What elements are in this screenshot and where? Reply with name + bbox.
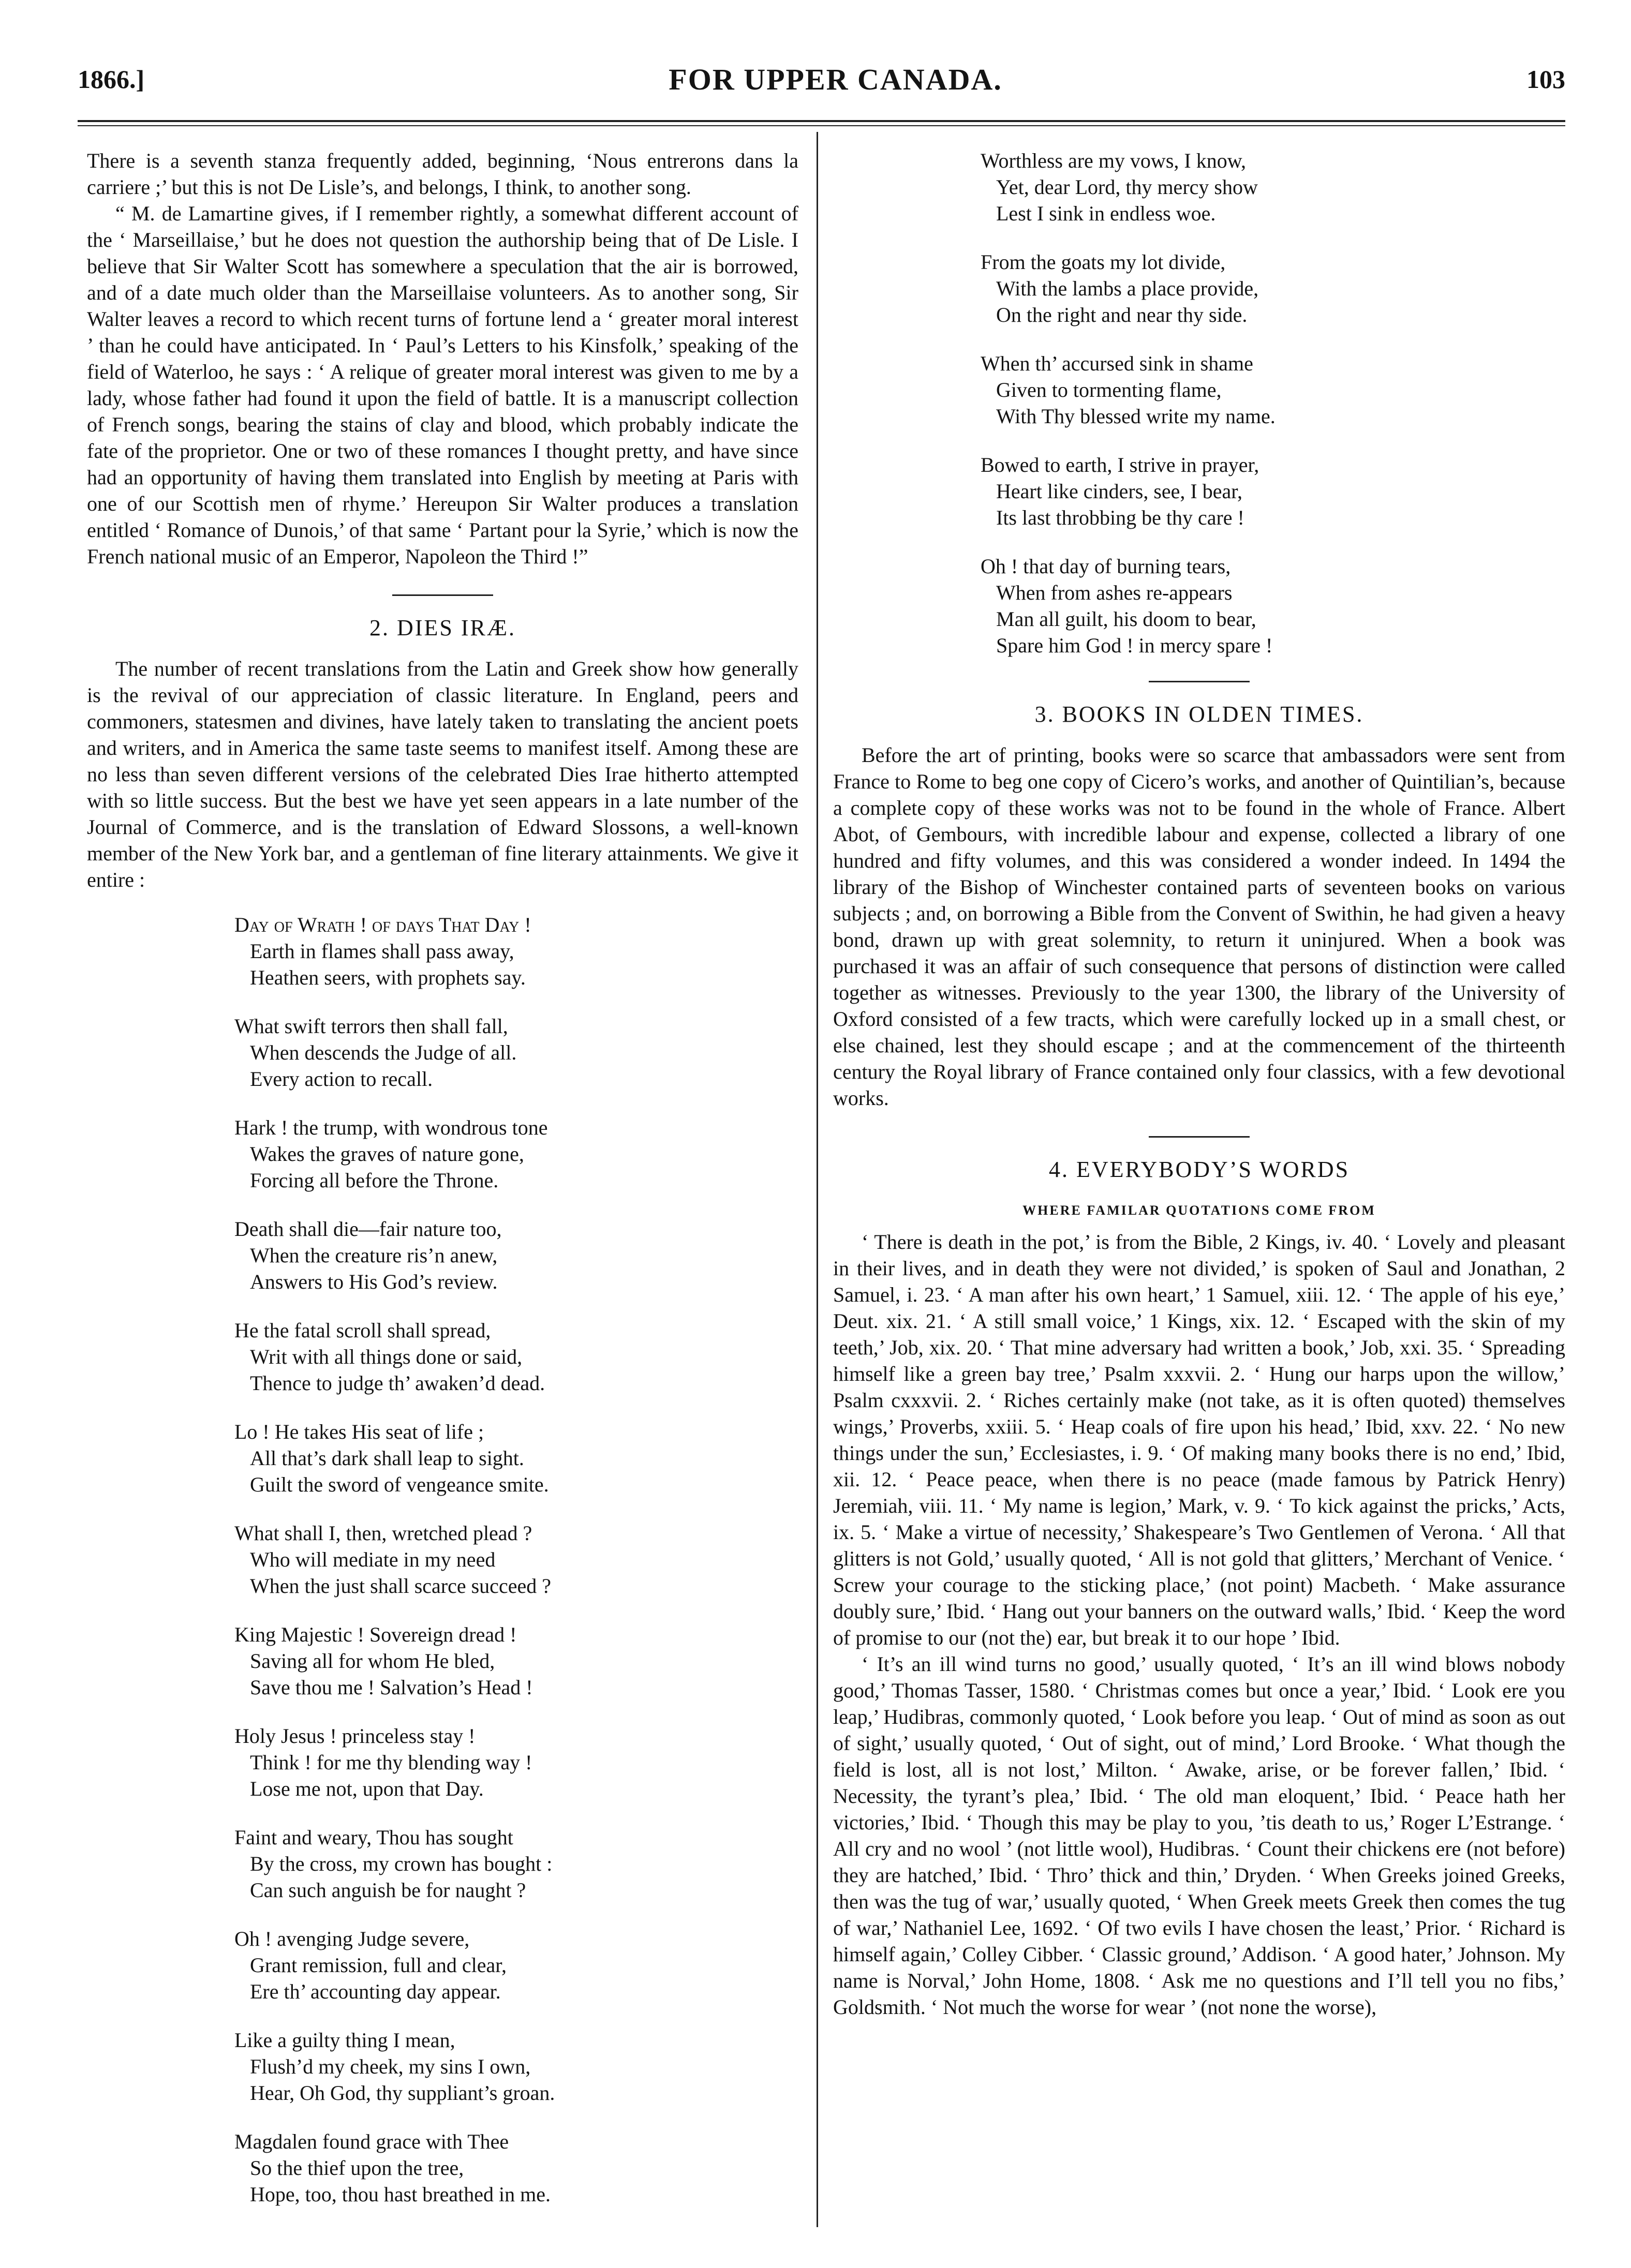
running-title: FOR UPPER CANADA. — [669, 62, 1002, 96]
header-rule-thin — [78, 125, 1565, 126]
poem-line: Guilt the sword of vengeance smite. — [250, 1473, 549, 1496]
dies-irae-poem-continued — [981, 147, 1565, 659]
poem-line: Lo ! He takes His seat of life ; — [234, 1420, 484, 1443]
poem-line: Magdalen found grace with Thee — [234, 2130, 509, 2153]
poem-line: When descends the Judge of all. — [250, 1041, 517, 1064]
poem-line: Flush’d my cheek, my sins I own, — [250, 2055, 531, 2078]
poem-line: What shall I, then, wretched plead ? — [234, 1521, 532, 1545]
poem-line: Given to tormenting flame, — [996, 378, 1222, 401]
header-year: 1866.] — [78, 65, 145, 94]
marseillaise-paragraph: There is a seventh stanza frequently added, beginning, ‘Nous entrerons dans la carriere ;’ but this is not De Lisle’s, and belongs, I think, to another song. — [87, 149, 798, 199]
poem-line: Worthless are my vows, I know, — [981, 149, 1246, 172]
poem-line: Ere th’ accounting day appear. — [250, 1980, 501, 2003]
books-heading: 3. BOOKS IN OLDEN TIMES. — [1034, 702, 1364, 727]
section-divider — [392, 594, 493, 596]
poem-line: Think ! for me thy blending way ! — [250, 1751, 532, 1774]
poem-line: Lose me not, upon that Day. — [250, 1777, 484, 1800]
poem-line: By the cross, my crown has bought : — [250, 1852, 553, 1875]
poem-line: Wakes the graves of nature gone, — [250, 1142, 524, 1166]
poem-line: Spare him God ! in mercy spare ! — [996, 634, 1273, 657]
poem-stanza — [234, 1621, 798, 1700]
poem-line: Faint and weary, Thou has sought — [234, 1826, 513, 1849]
poem-stanza — [234, 2128, 798, 2207]
poem-stanza — [981, 452, 1565, 531]
poem-stanza — [234, 1013, 798, 1092]
poem-stanza — [234, 1419, 798, 1498]
poem-line: When the just shall scarce succeed ? — [250, 1574, 551, 1598]
marseillaise-paragraph: “ M. de Lamartine gives, if I remember rightly, a somewhat different account of the ‘ Marseillaise,’ but he does not question the authorship being that of De Lisle. I believe that Sir Walter Scott has somewhere a speculation that the air is borrowed, and of a date much older than the Marseillaise volunteers. As to another song, Sir Walter leaves a record to which recent turns of fortune lend a ‘ greater moral interest ’ than he could have anticipated. In ‘ Paul’s Letters to his Kinsfolk,’ speaking of the field of Waterloo, he says : ‘ A relique of greater moral interest was given to me by a lady, whose father had found it upon the field of battle. It is a manuscript collection of French songs, bearing the stains of clay and blood, which probably indicate the fate of the proprietor. One or two of these romances I thought pretty, and have since had an opportunity of having them translated into English by meeting at Paris with one of our Scottish men of rhyme.’ Hereupon Sir Walter produces a translation entitled ‘ Romance of Dunois,’ of that same ‘ Partant pour la Syrie,’ which is now the French national music of an Emperor, Napoleon the Third !” — [87, 202, 798, 568]
poem-line: Writ with all things done or said, — [250, 1345, 523, 1368]
poem-stanza — [234, 1824, 798, 1903]
poem-line: From the goats my lot divide, — [981, 250, 1226, 274]
poem-line: All that’s dark shall leap to sight. — [250, 1446, 524, 1470]
poem-line: Forcing all before the Throne. — [250, 1169, 499, 1192]
books-paragraph: Before the art of printing, books were so scarce that ambassadors were sent from France to Rome to beg one copy of Cicero’s works, and another of Quintilian’s, because a complete copy of these works was not to be found in the whole of France. Albert Abot, of Gembours, with incredible labour and expense, collected a library of one hundred and fifty volumes, and this was considered a wonder indeed. In 1494 the library of the Bishop of Winchester contained parts of seventeen books on various subjects ; and, on borrowing a Bible from the Convent of Swithin, he had given a heavy bond, drawn up with great solemnity, to return it uninjured. When a book was purchased it was an affair of such consequence that persons of distinction were called together as witnesses. Previously to the year 1300, the library of the University of Oxford consisted of a few tracts, which were carefully locked up in a small chest, or else chained, lest they should escape ; and at the commencement of the thirteenth century the Royal library of France contained only four classics, with a few devotional works. — [833, 743, 1565, 1110]
words-paragraph: ‘ It’s an ill wind turns no good,’ usually quoted, ‘ It’s an ill wind blows nobody good,’ Thomas Tasser, 1580. ‘ Christmas comes but once a year,’ Ibid. ‘ Look ere you leap,’ Hudibras, commonly quoted, ‘ Look before you leap. ‘ Out of mind as soon as out of sight,’ usually quoted, ‘ Out of sight, out of mind,’ Lord Brooke. ‘ What though the field is lost, all is not lost,’ Milton. ‘ Awake, arise, or be forever fallen,’ Ibid. ‘ Necessity, the tyrant’s plea,’ Ibid. ‘ The old man eloquent,’ Ibid. ‘ Peace hath her victories,’ Ibid. ‘ Though this may be play to you, ’tis death to us,’ Roger L’Estrange. ‘ All cry and no wool ’ (not little wool), Hudibras. ‘ Count their chickens ere (not before) they are hatched,’ Ibid. ‘ Thro’ thick and thin,’ Dryden. ‘ When Greeks joined Greeks, then was the tug of war,’ usually quoted, ‘ When Greek meets Greek then comes the tug of war,’ Nathaniel Lee, 1692. ‘ Of two evils I have chosen the least,’ Prior. ‘ Richard is himself again,’ Colley Cibber. ‘ Classic ground,’ Addison. ‘ A good hater,’ Johnson. My name is Norval,’ John Home, 1808. ‘ Ask me no questions and I’ll tell you no fibs,’ Goldsmith. ‘ Not much the worse for wear ’ (not none the worse), — [833, 1652, 1565, 2019]
poem-stanza — [234, 2027, 798, 2106]
words-paragraph: ‘ There is death in the pot,’ is from the Bible, 2 Kings, iv. 40. ‘ Lovely and pleasant in their lives, and in death they were not divided,’ is spoken of Saul and Jonathan, 2 Samuel, i. 23. ‘ A man after his own heart,’ 1 Samuel, xiii. 12. ‘ The apple of his eye,’ Deut. xix. 21. ‘ A still small voice,’ 1 Kings, xix. 12. ‘ Escaped with the skin of my teeth,’ Job, xix. 20. ‘ That mine adversary had written a book,’ Job, xxi. 35. ‘ Spreading himself like a green bay tree,’ Psalm xxxvii. 2. ‘ Hung our harps upon the willow,’ Psalm cxxxvii. 2. ‘ Riches certainly make (not take, as it is often quoted) themselves wings,’ Proverbs, xxiii. 5. ‘ Heap coals of fire upon his head,’ Ibid, xxv. 22. ‘ No new things under the sun,’ Ecclesiastes, i. 9. ‘ Of making many books there is no end,’ Ibid, xii. 12. ‘ Peace peace, when there is no peace (made famous by Patrick Henry) Jeremiah, viii. 11. ‘ My name is legion,’ Mark, v. 9. ‘ To kick against the pricks,’ Acts, ix. 5. ‘ Make a virtue of necessity,’ Shakespeare’s Two Gentlemen of Verona. ‘ All that glitters is not Gold,’ usually quoted, ‘ All is not gold that glitters,’ Merchant of Venice. ‘ Screw your courage to the sticking place,’ (not point) Macbeth. ‘ Make assurance doubly sure,’ Ibid. ‘ Hang out your banners on the outward walls,’ Ibid. ‘ Keep the word of promise to our (not the) ear, but break it to our hope ’ Ibid. — [833, 1230, 1565, 1649]
poem-line: When the creature ris’n anew, — [250, 1244, 498, 1267]
poem-stanza — [234, 1114, 798, 1193]
dies-irae-heading: 2. DIES IRÆ. — [369, 615, 516, 640]
poem-line: Every action to recall. — [250, 1067, 433, 1091]
column-divider — [817, 132, 818, 2227]
poem-line: With the lambs a place provide, — [996, 277, 1259, 300]
poem-line: Hark ! the trump, with wondrous tone — [234, 1116, 548, 1139]
dies-irae-poem — [234, 912, 798, 2207]
poem-line: Oh ! avenging Judge severe, — [234, 1927, 470, 1950]
poem-line: Thence to judge th’ awaken’d dead. — [250, 1371, 545, 1395]
poem-line: When th’ accursed sink in shame — [981, 352, 1253, 375]
poem-stanza — [981, 147, 1565, 227]
poem-line: Day of Wrath ! of days That Day ! — [234, 913, 531, 936]
poem-stanza — [981, 350, 1565, 429]
section-divider — [1149, 1136, 1250, 1138]
poem-line: Save thou me ! Salvation’s Head ! — [250, 1676, 533, 1699]
page-header — [78, 61, 1565, 97]
poem-stanza — [234, 912, 798, 991]
poem-line: With Thy blessed write my name. — [996, 405, 1276, 428]
poem-line: Oh ! that day of burning tears, — [981, 555, 1231, 578]
section-divider — [1149, 681, 1250, 682]
poem-line: Yet, dear Lord, thy mercy show — [996, 175, 1258, 199]
poem-line: Hope, too, thou hast breathed in me. — [250, 2183, 551, 2206]
poem-line: So the thief upon the tree, — [250, 2156, 464, 2180]
poem-stanza — [981, 553, 1565, 659]
poem-line: Grant remission, full and clear, — [250, 1953, 507, 1977]
poem-line: He the fatal scroll shall spread, — [234, 1319, 491, 1342]
poem-line: Heathen seers, with prophets say. — [250, 966, 526, 989]
poem-stanza — [234, 1216, 798, 1295]
poem-stanza — [234, 1723, 798, 1802]
poem-line: Lest I sink in endless woe. — [996, 202, 1216, 225]
left-column — [87, 147, 798, 2230]
poem-line: King Majestic ! Sovereign dread ! — [234, 1623, 517, 1646]
header-rule — [78, 120, 1565, 122]
poem-stanza — [234, 1520, 798, 1599]
poem-line: Man all guilt, his doom to bear, — [996, 607, 1256, 631]
poem-line: Saving all for whom He bled, — [250, 1649, 495, 1673]
words-heading: 4. EVERYBODY’S WORDS — [1048, 1157, 1350, 1182]
poem-line: Bowed to earth, I strive in prayer, — [981, 453, 1259, 476]
poem-line: On the right and near thy side. — [996, 303, 1248, 326]
poem-stanza — [234, 1926, 798, 2005]
right-column — [833, 147, 1565, 2020]
words-subheading: WHERE FAMILAR QUOTATIONS COME FROM — [1022, 1203, 1376, 1218]
poem-line: Its last throbbing be thy care ! — [996, 506, 1244, 529]
dies-irae-intro: The number of recent translations from the Latin and Greek show how generally is the revival of our appreciation of classic literature. In England, peers and commoners, statesmen and divines, have lately taken to translating the ancient poets and writers, and in America the same taste seems to manifest itself. Among these are no less than seven different versions of the celebrated Dies Irae hitherto attempted with so little success. But the best we have yet seen appears in a late number of the Journal of Commerce, and is the translation of Edward Slossons, a well-known member of the New York bar, and a gentleman of fine literary attainments. We give it entire : — [87, 657, 798, 891]
poem-line: When from ashes re-appears — [996, 581, 1233, 604]
poem-line: What swift terrors then shall fall, — [234, 1014, 508, 1038]
poem-line: Earth in flames shall pass away, — [250, 939, 514, 963]
poem-stanza — [234, 1317, 798, 1396]
poem-line: Like a guilty thing I mean, — [234, 2028, 455, 2052]
poem-line: Answers to His God’s review. — [250, 1270, 498, 1293]
poem-line: Can such anguish be for naught ? — [250, 1878, 526, 1902]
poem-line: Hear, Oh God, thy suppliant’s groan. — [250, 2081, 555, 2105]
poem-line: Death shall die—fair nature too, — [234, 1217, 502, 1241]
poem-line: Who will mediate in my need — [250, 1548, 496, 1571]
poem-line: Holy Jesus ! princeless stay ! — [234, 1724, 476, 1748]
poem-stanza — [981, 249, 1565, 328]
poem-line: Heart like cinders, see, I bear, — [996, 480, 1242, 503]
page-number: 103 — [1526, 65, 1565, 94]
